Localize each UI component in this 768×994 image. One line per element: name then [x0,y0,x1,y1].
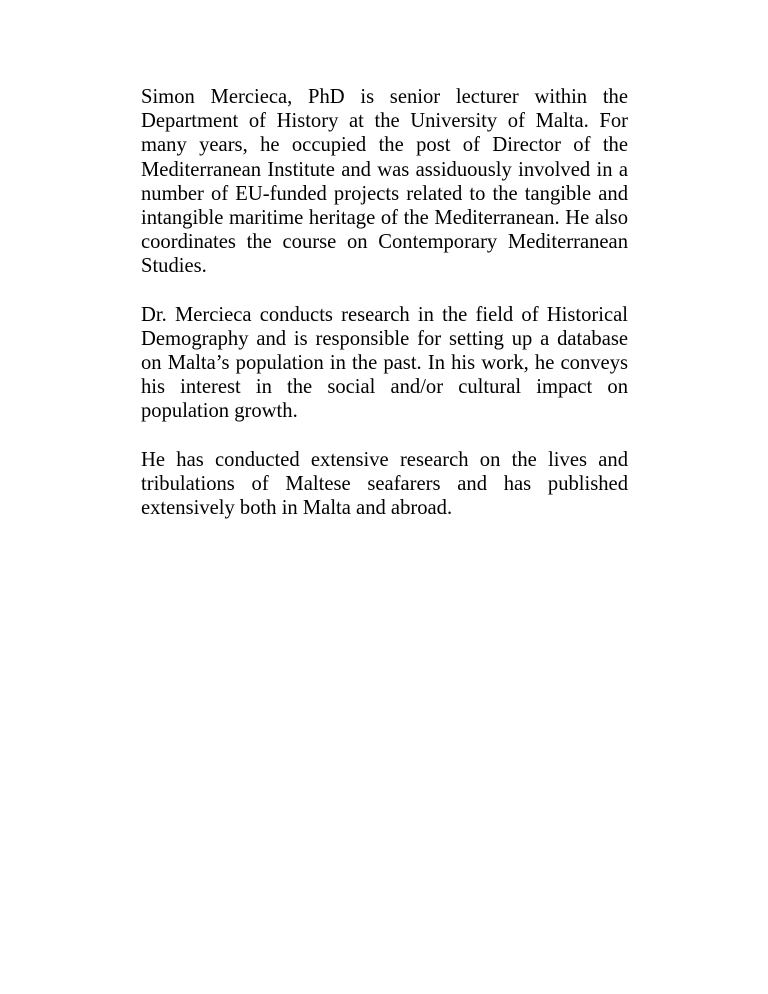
paragraph-research: Dr. Mercieca conducts research in the field of Historical Demography and is responsible for setting up a database on Malta’s population in the past. In his work, he conveys his interest in the social and/or cultural impact on population growth. [141,303,628,423]
biography-text [141,85,628,544]
paragraph-career: Simon Mercieca, PhD is senior lecturer within the Department of History at the University of Malta. For many years, he occupied the post of Director of the Mediterranean Institute and was assiduously involved in a number of EU-funded projects related to the tangible and intangible maritime heritage of the Mediterranean. He also coordinates the course on Contemporary Mediterranean Studies. [141,86,628,278]
paragraph-publications: He has conducted extensive research on the lives and tribulations of Maltese seafarers and has published extensively both in Malta and abroad. [141,448,628,520]
